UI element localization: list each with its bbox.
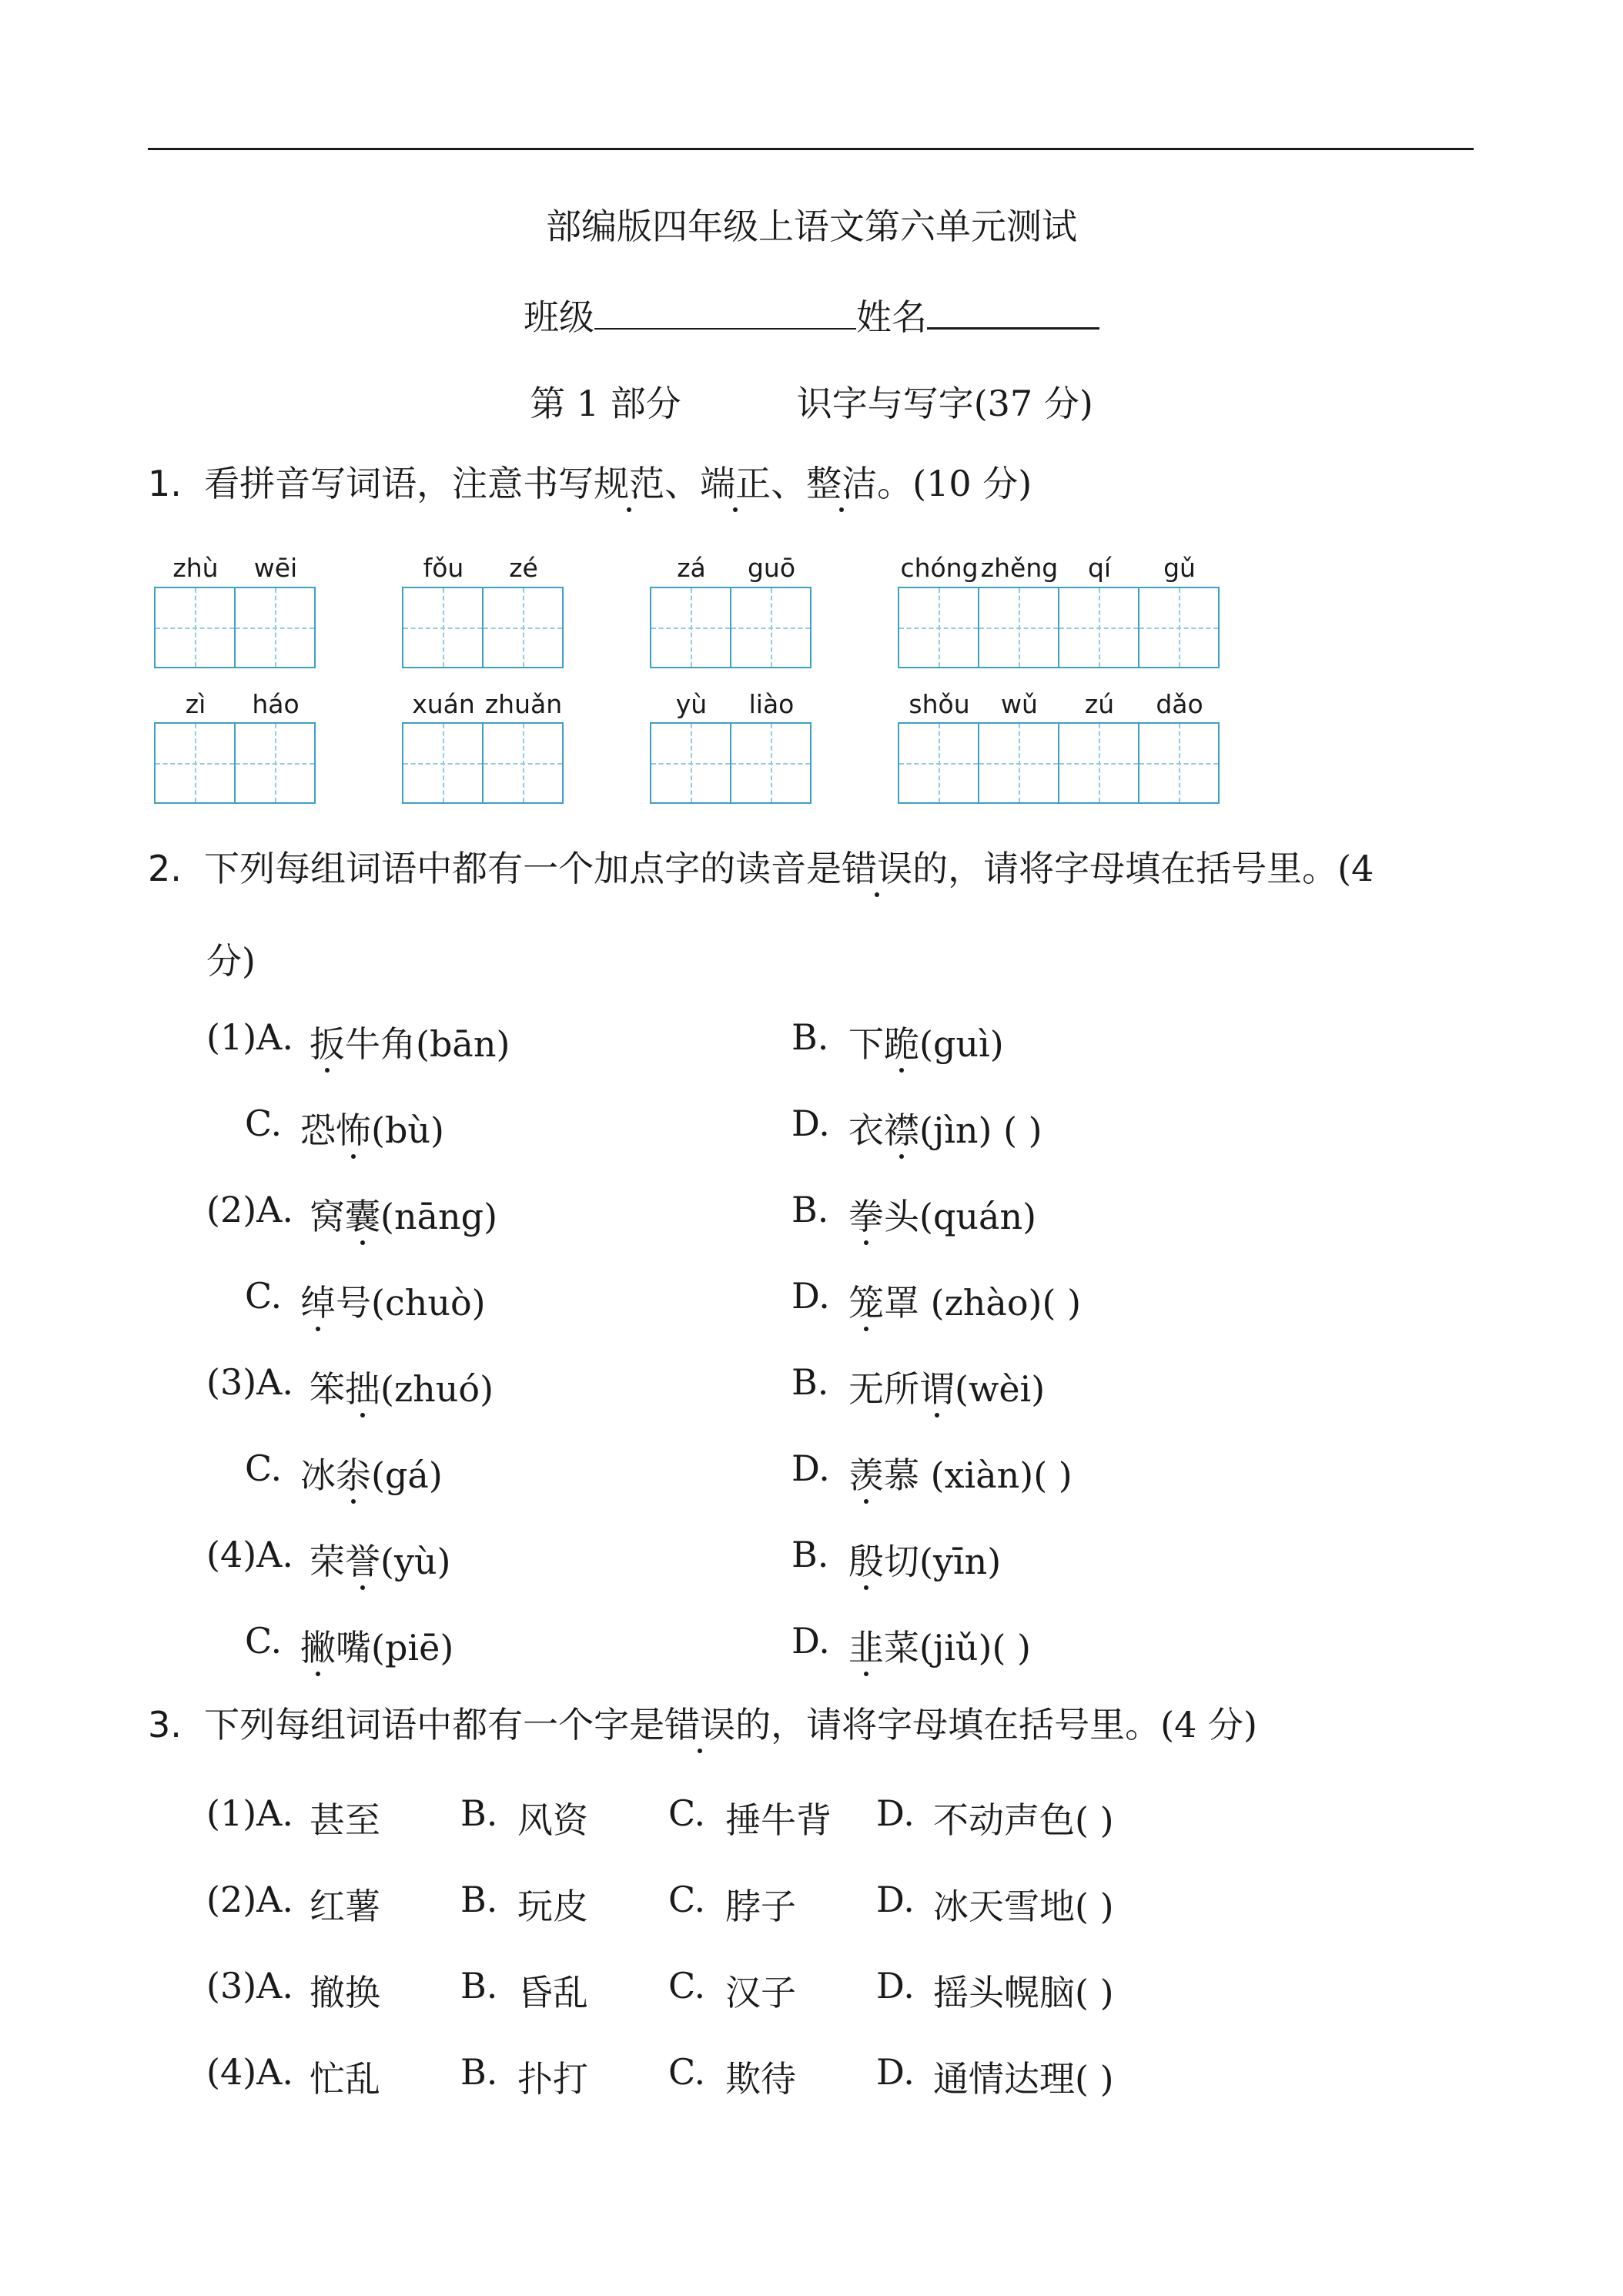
writing-cell[interactable] [731, 724, 810, 802]
q2-option-a [310, 1016, 510, 1067]
q2-option-b [848, 1361, 1045, 1412]
q2-option-c-letter: C. [245, 1448, 283, 1489]
pinyin-label: zhù [172, 553, 219, 583]
q2-group-label: (3)A. [206, 1361, 294, 1403]
writing-cell[interactable] [484, 724, 562, 802]
q2-option-b [848, 1016, 1004, 1067]
q2-option-c-pre: 恐 [300, 1110, 336, 1151]
q2-option-a [310, 1534, 451, 1585]
student-info-line [0, 290, 1623, 340]
q2-option-a-post: (nāng) [380, 1196, 498, 1237]
pinyin-label: zé [509, 553, 538, 583]
pinyin-label: liào [748, 689, 795, 719]
writing-cell[interactable] [236, 724, 314, 802]
q2-group-label: (1)A. [206, 1016, 294, 1058]
q2-number: 2. [148, 848, 182, 889]
writing-grid[interactable] [402, 722, 564, 804]
q3-option-c-letter: C. [668, 1792, 706, 1834]
q2-option-a-dot: 誉 [345, 1541, 380, 1582]
q1-dotted-word: 端正 [700, 463, 771, 504]
q2-prompt-cont: 分) [206, 940, 256, 982]
page-title: 部编版四年级上语文第六单元测试 [546, 206, 1077, 247]
q2-option-d [848, 1448, 1073, 1498]
q2-dotted-word: 错误 [842, 848, 913, 889]
writing-cell[interactable] [731, 588, 810, 667]
pinyin-label: zì [185, 689, 206, 719]
pinyin-label: zhuǎn [484, 689, 563, 719]
q3-text: 下列每组词语中都有一个字是 [204, 1704, 665, 1745]
q1-text: 、 [771, 463, 807, 504]
q3-option-a: 撤换 [310, 1972, 380, 2013]
pinyin-label: háo [252, 689, 300, 719]
q2-option-d-dot: 襟 [884, 1110, 919, 1151]
q2-option-c [300, 1620, 453, 1671]
q3-option-b: 扑打 [517, 2058, 588, 2100]
q3-prompt [148, 1697, 1257, 1748]
q2-text: 的，请将字母填在括号里。(4 [912, 848, 1374, 889]
q3-option-d-letter: D. [876, 1792, 915, 1834]
q1-number: 1. [148, 463, 182, 504]
writing-cell[interactable] [403, 724, 484, 802]
writing-cell[interactable] [403, 588, 484, 667]
writing-cell[interactable] [979, 588, 1059, 667]
q2-group-label: (4)A. [206, 1534, 294, 1575]
writing-cell[interactable] [979, 724, 1059, 802]
writing-cell[interactable] [651, 588, 731, 667]
q2-option-a-dot: 扳 [310, 1023, 345, 1065]
q2-option-c [300, 1103, 444, 1153]
q2-option-d [848, 1620, 1031, 1671]
q2-option-b-post: 头(quán) [884, 1196, 1037, 1237]
q2-option-c-letter: C. [245, 1103, 283, 1144]
writing-grid[interactable] [154, 587, 316, 668]
pinyin-label: chóng [900, 553, 979, 583]
writing-cell[interactable] [1139, 588, 1218, 667]
writing-grid[interactable] [898, 587, 1220, 668]
pinyin-label: xuán [412, 689, 475, 719]
q2-option-d-dot: 韭 [848, 1627, 884, 1668]
q2-option-d-letter: D. [791, 1275, 830, 1317]
q3-group-label: (4)A. [206, 2051, 294, 2093]
q3-option-c: 捶牛背 [725, 1799, 832, 1841]
writing-cell[interactable] [156, 588, 236, 667]
q3-option-d-letter: D. [876, 1879, 915, 1920]
writing-grid[interactable] [402, 587, 564, 668]
q2-option-c-dot: 怖 [336, 1110, 371, 1151]
pinyin-label: zú [1084, 689, 1115, 719]
writing-cell[interactable] [484, 588, 562, 667]
q1-text: 看拼音写词语，注意书写 [204, 463, 594, 504]
pinyin-label: wǔ [1001, 689, 1038, 719]
q2-group-label: (2)A. [206, 1189, 294, 1230]
top-rule [148, 148, 1474, 150]
q2-option-c-letter: C. [245, 1620, 283, 1662]
q3-option-d: 摇头幌脑( ) [933, 1972, 1114, 2013]
q3-option-c: 汉子 [725, 1972, 796, 2013]
q2-option-d-letter: D. [791, 1448, 830, 1489]
name-blank[interactable] [927, 296, 1099, 330]
writing-cell[interactable] [651, 724, 731, 802]
q2-option-c-pre: 冰 [300, 1454, 336, 1496]
q1-text: 、 [664, 463, 701, 504]
q3-option-b: 风资 [517, 1799, 588, 1841]
pinyin-label: shǒu [909, 689, 970, 719]
q2-option-b-letter: B. [791, 1534, 829, 1575]
q3-option-c: 欺待 [725, 2058, 796, 2100]
q2-option-b-dot: 跪 [884, 1023, 919, 1065]
q2-option-b-post: (guì) [919, 1023, 1004, 1065]
q2-option-b-pre: 下 [848, 1023, 884, 1065]
q3-text: 的，请将字母填在括号里。(4 分) [735, 1704, 1257, 1745]
q3-option-a: 忙乱 [310, 2058, 380, 2100]
q3-option-d-letter: D. [876, 2051, 915, 2093]
name-label: 姓名 [856, 296, 927, 338]
q2-option-d-pre: 衣 [848, 1110, 884, 1151]
q3-group-label: (1)A. [206, 1792, 294, 1834]
q3-option-c: 脖子 [725, 1886, 796, 1927]
q1-dotted-word: 规范 [594, 463, 665, 504]
q2-option-d-post: 慕 (xiàn)( ) [884, 1454, 1073, 1496]
pinyin-label: wēi [253, 553, 298, 583]
q2-option-b-post: 切(yīn) [884, 1541, 1002, 1582]
q2-option-a-post: 牛角(bān) [345, 1023, 510, 1065]
q2-option-d-letter: D. [791, 1620, 830, 1662]
writing-cell[interactable] [1059, 724, 1139, 802]
pinyin-label: gǔ [1163, 553, 1196, 583]
pinyin-label: yù [675, 689, 708, 719]
q3-option-b-letter: B. [460, 1965, 498, 2006]
q2-option-c-letter: C. [245, 1275, 283, 1317]
q2-option-a-pre: 笨 [310, 1368, 345, 1410]
q2-option-b-letter: B. [791, 1361, 829, 1403]
pinyin-label: qí [1087, 553, 1112, 583]
q2-option-b [848, 1189, 1036, 1240]
section-name: 识字与写字(37 分) [796, 383, 1093, 424]
writing-cell[interactable] [899, 724, 979, 802]
q2-option-a [310, 1361, 494, 1412]
q2-option-c-post: 号(chuò) [336, 1282, 486, 1324]
q3-option-a: 红薯 [310, 1886, 380, 1927]
q2-option-a-dot: 囊 [345, 1196, 380, 1237]
q3-option-c-letter: C. [668, 2051, 706, 2093]
q3-option-d-letter: D. [876, 1965, 915, 2006]
q2-option-b-dot: 殷 [848, 1541, 884, 1582]
q2-option-d-post: 罩 (zhào)( ) [884, 1282, 1082, 1324]
q1-dotted-word: 整洁 [806, 463, 878, 504]
q2-prompt [148, 841, 1374, 892]
q2-text: 下列每组词语中都有一个加点字的读音是 [204, 848, 842, 889]
q2-option-c-post: (gá) [371, 1454, 443, 1496]
q3-option-c-letter: C. [668, 1965, 706, 2006]
writing-grid[interactable] [650, 587, 812, 668]
q2-option-a-post: (zhuó) [380, 1368, 494, 1410]
q3-option-b: 玩皮 [517, 1886, 588, 1927]
q2-option-b-dot: 拳 [848, 1196, 884, 1237]
q2-option-b-pre: 无所 [848, 1368, 919, 1410]
q2-option-d [848, 1103, 1042, 1153]
q3-option-b-letter: B. [460, 1879, 498, 1920]
q2-option-a-post: (yù) [380, 1541, 451, 1582]
q1-prompt [148, 456, 1032, 507]
pinyin-label: guō [747, 553, 796, 583]
q2-option-a-pre: 窝 [310, 1196, 345, 1237]
class-label: 班级 [524, 296, 594, 338]
q3-number: 3. [148, 1704, 182, 1745]
q1-text: 。(10 分) [877, 463, 1032, 504]
q2-option-c [300, 1275, 486, 1326]
q2-option-b [848, 1534, 1001, 1585]
q2-option-c-dot: 尜 [336, 1454, 371, 1496]
q3-option-b-letter: B. [460, 2051, 498, 2093]
q2-option-b-letter: B. [791, 1189, 829, 1230]
q2-option-d-dot: 羡 [848, 1454, 884, 1496]
class-blank[interactable] [594, 297, 856, 330]
q3-dotted-word: 错误 [664, 1704, 736, 1745]
q2-option-a-pre: 荣 [310, 1541, 345, 1582]
pinyin-label: zá [677, 553, 706, 583]
section-heading [0, 376, 1623, 427]
q2-option-d [848, 1275, 1081, 1326]
q3-option-d: 冰天雪地( ) [933, 1886, 1114, 1927]
q2-option-c-dot: 绰 [300, 1282, 336, 1324]
writing-grid[interactable] [898, 722, 1220, 804]
q2-option-b-dot: 谓 [919, 1368, 955, 1410]
q2-option-c-post: 嘴(piē) [336, 1627, 454, 1668]
q3-option-b: 昏乱 [517, 1972, 588, 2013]
q2-option-a [310, 1189, 497, 1240]
q3-group-label: (2)A. [206, 1879, 294, 1920]
writing-cell[interactable] [156, 724, 236, 802]
q2-option-b-post: (wèi) [955, 1368, 1046, 1410]
q2-option-d-post: 菜(jiǔ)( ) [884, 1627, 1032, 1668]
q3-option-d: 不动声色( ) [933, 1799, 1114, 1841]
pinyin-label: dǎo [1156, 689, 1203, 719]
writing-cell[interactable] [236, 588, 314, 667]
pinyin-label: fǒu [423, 553, 464, 583]
q3-group-label: (3)A. [206, 1965, 294, 2006]
writing-grid[interactable] [650, 722, 812, 804]
q3-option-b-letter: B. [460, 1792, 498, 1834]
q3-option-d: 通情达理( ) [933, 2058, 1114, 2100]
writing-grid[interactable] [154, 722, 316, 804]
q2-option-c-post: (bù) [371, 1110, 444, 1151]
q2-option-a-dot: 拙 [345, 1368, 380, 1410]
q2-option-d-dot: 笼 [848, 1282, 884, 1324]
writing-cell[interactable] [1059, 588, 1139, 667]
pinyin-label: zhěng [980, 553, 1059, 583]
q2-option-c [300, 1448, 443, 1498]
q2-option-b-letter: B. [791, 1016, 829, 1058]
q3-option-a: 甚至 [310, 1799, 380, 1841]
q2-option-d-letter: D. [791, 1103, 830, 1144]
q2-option-d-post: (jìn) ( ) [919, 1110, 1042, 1151]
writing-cell[interactable] [899, 588, 979, 667]
writing-cell[interactable] [1139, 724, 1218, 802]
section-part: 第 1 部分 [530, 383, 681, 424]
q3-option-c-letter: C. [668, 1879, 706, 1920]
q2-option-c-dot: 撇 [300, 1627, 336, 1668]
